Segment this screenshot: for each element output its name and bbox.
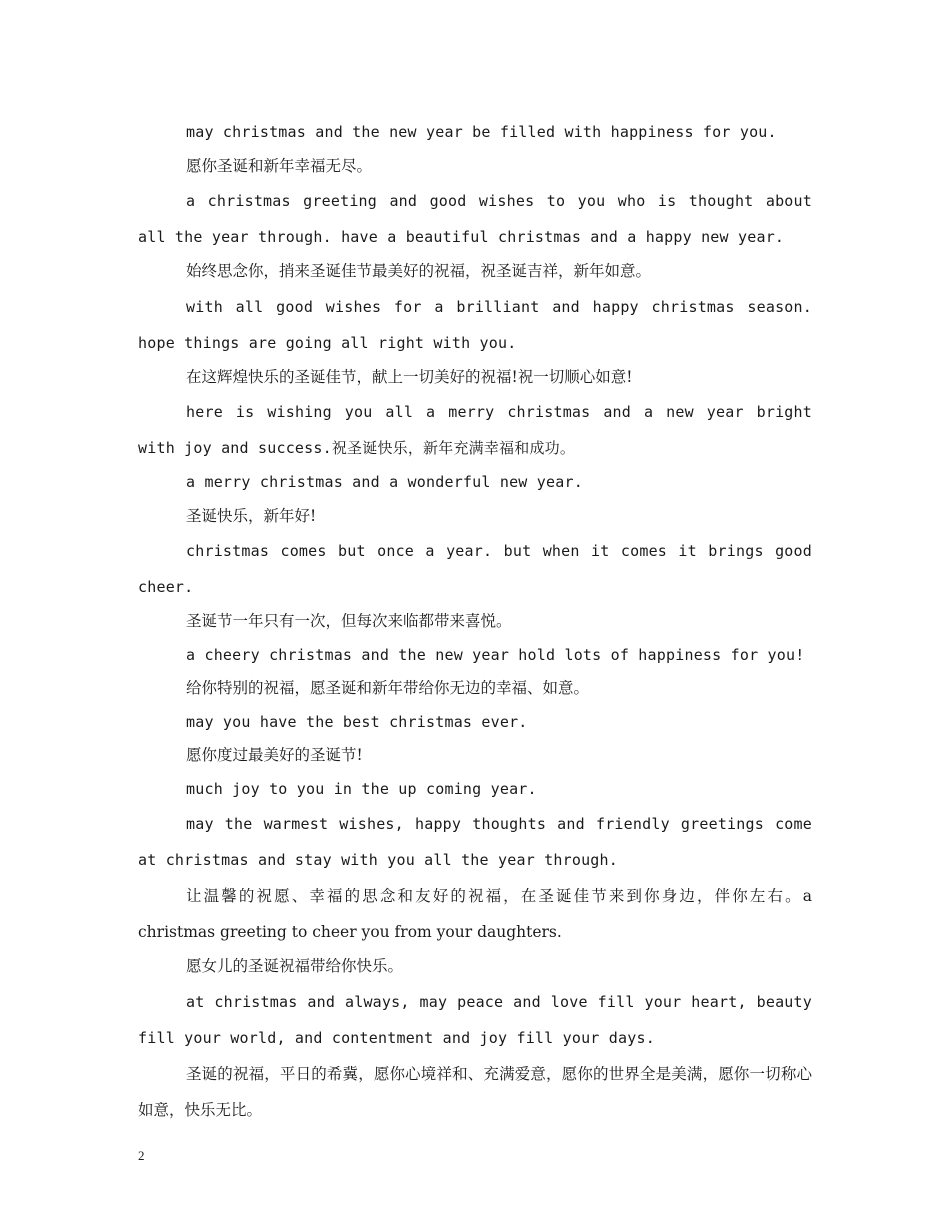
page-number: 2 <box>138 1148 145 1163</box>
paragraph-3: a christmas greeting and good wishes to you who is thought about all the year through. have a beautiful christmas and a happy new year. <box>138 192 812 246</box>
paragraph-5: with all good wishes for a brilliant and happy christmas season. hope things are going all right with you. <box>138 297 812 352</box>
paragraph-21: 圣诞的祝福，平日的希冀，愿你心境祥和、充满爱意，愿你的世界全是美满，愿你一切称心如意，快乐无比。 <box>138 1064 812 1119</box>
paragraph-18: 让温馨的祝愿、幸福的思念和友好的祝福，在圣诞佳节来到你身边，伴你左右。a christmas greeting to cheer you from your daughters. <box>138 887 812 941</box>
paragraph-10: christmas comes but once a year. but when it comes it brings good cheer. <box>138 542 812 596</box>
paragraph-2: 愿你圣诞和新年幸福无尽。 <box>186 156 373 175</box>
paragraph-15: 愿你度过最美好的圣诞节! <box>186 746 363 764</box>
paragraph-8: a merry christmas and a wonderful new year. <box>186 473 583 491</box>
paragraph-20: at christmas and always, may peace and love fill your heart, beauty fill your world, and contentment and joy fill your days. <box>138 992 812 1047</box>
paragraph-14: may you have the best christmas ever. <box>186 712 528 731</box>
paragraph-11: 圣诞节一年只有一次，但每次来临都带来喜悦。 <box>186 612 512 630</box>
paragraph-6: 在这辉煌快乐的圣诞佳节，献上一切美好的祝福!祝一切顺心如意! <box>186 367 633 386</box>
paragraph-9: 圣诞快乐，新年好! <box>186 506 317 525</box>
paragraph-4: 始终思念你，捎来圣诞佳节最美好的祝福，祝圣诞吉祥，新年如意。 <box>186 262 652 280</box>
paragraph-13: 给你特别的祝福，愿圣诞和新年带给你无边的幸福、如意。 <box>186 679 590 697</box>
paragraph-12: a cheery christmas and the new year hold lots of happiness for you! <box>186 645 805 664</box>
paragraph-19: 愿女儿的圣诞祝福带给你快乐。 <box>186 957 404 975</box>
paragraph-1: may christmas and the new year be filled with happiness for you. <box>186 123 777 141</box>
paragraph-7: here is wishing you all a merry christmas and a new year bright with joy and success.祝圣诞快乐，新年充满幸福和成功。 <box>138 403 812 457</box>
document-body <box>138 116 812 1128</box>
paragraph-17: may the warmest wishes, happy thoughts and friendly greetings come at christmas and stay with you all the year through. <box>138 815 812 869</box>
paragraph-16: much joy to you in the up coming year. <box>186 779 537 798</box>
